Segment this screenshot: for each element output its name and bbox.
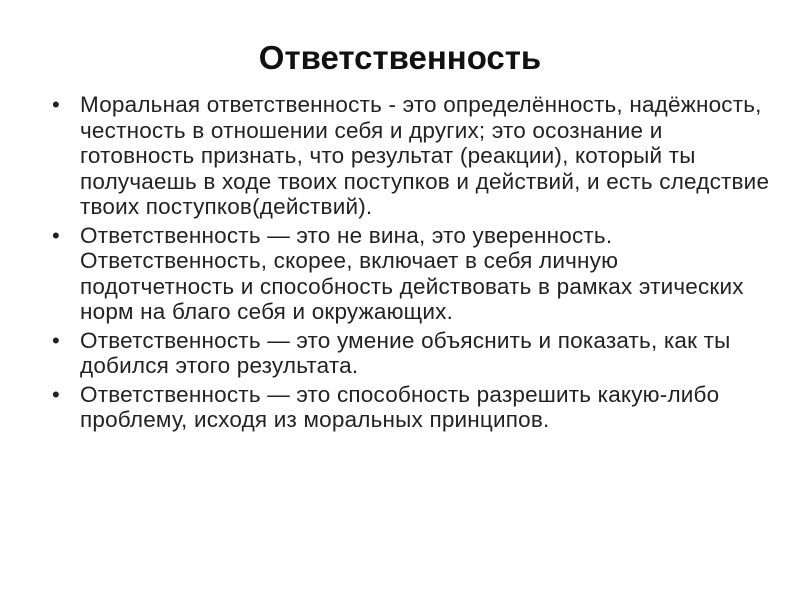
bullet-dot-icon: • <box>52 222 60 248</box>
bullet-dot-icon: • <box>52 92 60 117</box>
bullet-text: Моральная ответственность - это определённость, надёжность, честность в отношении себя и других; это осознание и готовность признать, что результат (реакции), который ты получаешь в ходе твоих поступков и действий, и есть следствие твоих поступков(действий). <box>80 92 770 219</box>
bullet-item <box>52 223 772 325</box>
bullet-text: Ответственность — это способность разрешить какую-либо проблему, исходя из моральных принципов. <box>80 381 720 432</box>
bullet-dot-icon: • <box>52 327 60 353</box>
bullet-item <box>52 382 772 433</box>
slide-title: Ответственность <box>258 39 542 76</box>
bullet-text: Ответственность — это умение объяснить и показать, как ты добился этого результата. <box>80 327 731 378</box>
bullet-item <box>52 92 772 220</box>
bullet-dot-icon: • <box>52 381 60 407</box>
bullet-item <box>52 328 772 379</box>
bullet-text: Ответственность — это не вина, это уверенность. Ответственность, скорее, включает в себя личную подотчетность и способность действовать в рамках этических норм на благо себя и окружающих. <box>80 222 744 324</box>
bullet-list <box>52 92 772 436</box>
